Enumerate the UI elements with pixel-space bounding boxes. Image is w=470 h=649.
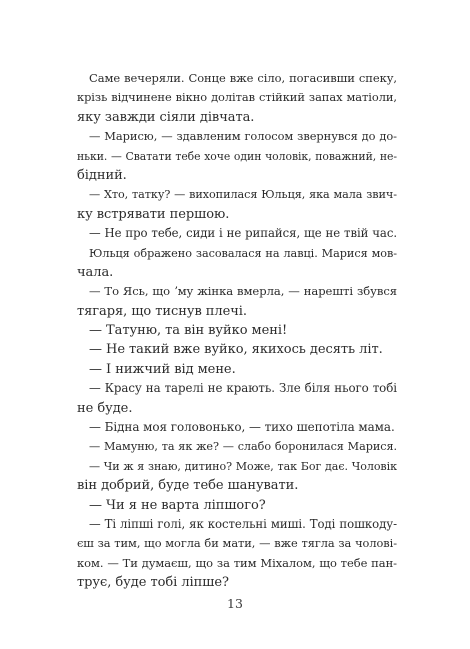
text-line: — Мамуню, та як же? — слабо боронилася Марися. [89,440,397,454]
text-line: — Хто, татку? — вихопилася Юльця, яка мала звич- [89,188,397,202]
text-line: трує, буде тобі ліпше? [77,575,229,591]
text-line: — Чи ж я знаю, дитино? Може, так Бог дає. Чоловік [89,459,397,473]
text-line: ньки. — Сватати тебе хоче один чоловік, поважний, не- [77,149,397,163]
text-line: — Бідна моя головонько, — тихо шепотіла мама. [89,420,395,435]
text-line: ком. — Ти думаєш, що за тим Міхалом, що тебе пан- [77,555,397,570]
page-number: 13 [227,596,243,611]
text-line: він добрий, буде тебе шанувати. [77,478,299,494]
body-text [77,69,397,593]
text-line: — Ті ліпші голі, як костельні миші. Тоді пошкоду- [89,516,397,531]
text-line: бідний. [77,167,127,183]
text-line: Саме вечеряли. Сонце вже сіло, погасивши спеку, [89,71,397,85]
text-line: — Чи я не варта ліпшого? [89,497,266,513]
text-line: Юльця ображено засовалася на лавці. Марися мов- [89,246,397,260]
text-line: тягаря, що тиснув плечі. [77,303,247,319]
text-line: єш за тим, що могла би мати, — вже тягла за чолові- [77,536,397,551]
text-line: — Не такий вже вуйко, якихось десять літ. [89,342,383,358]
text-line: ку встрявати першою. [77,206,230,222]
text-line: чала. [77,264,114,280]
text-line: — Красу на тарелі не крають. Зле біля нього тобі [89,381,397,396]
text-line: — Не про тебе, сиди і не рипайся, ще не твій час. [89,226,397,241]
text-line: — Марисю, — здавленим голосом звернувся до до- [89,129,397,144]
text-line: крізь відчинене вікно долітав стійкий запах матіоли, [77,90,397,105]
text-line: — Татуню, та він вуйко мені! [89,323,288,339]
text-line: — То Ясь, що ʼму жінка вмерла, — нарешті збувся [89,284,397,299]
text-line: не буде. [77,400,133,416]
text-line: — І нижчий від мене. [89,361,236,377]
text-line: яку завжди сіяли дівчата. [77,109,255,125]
